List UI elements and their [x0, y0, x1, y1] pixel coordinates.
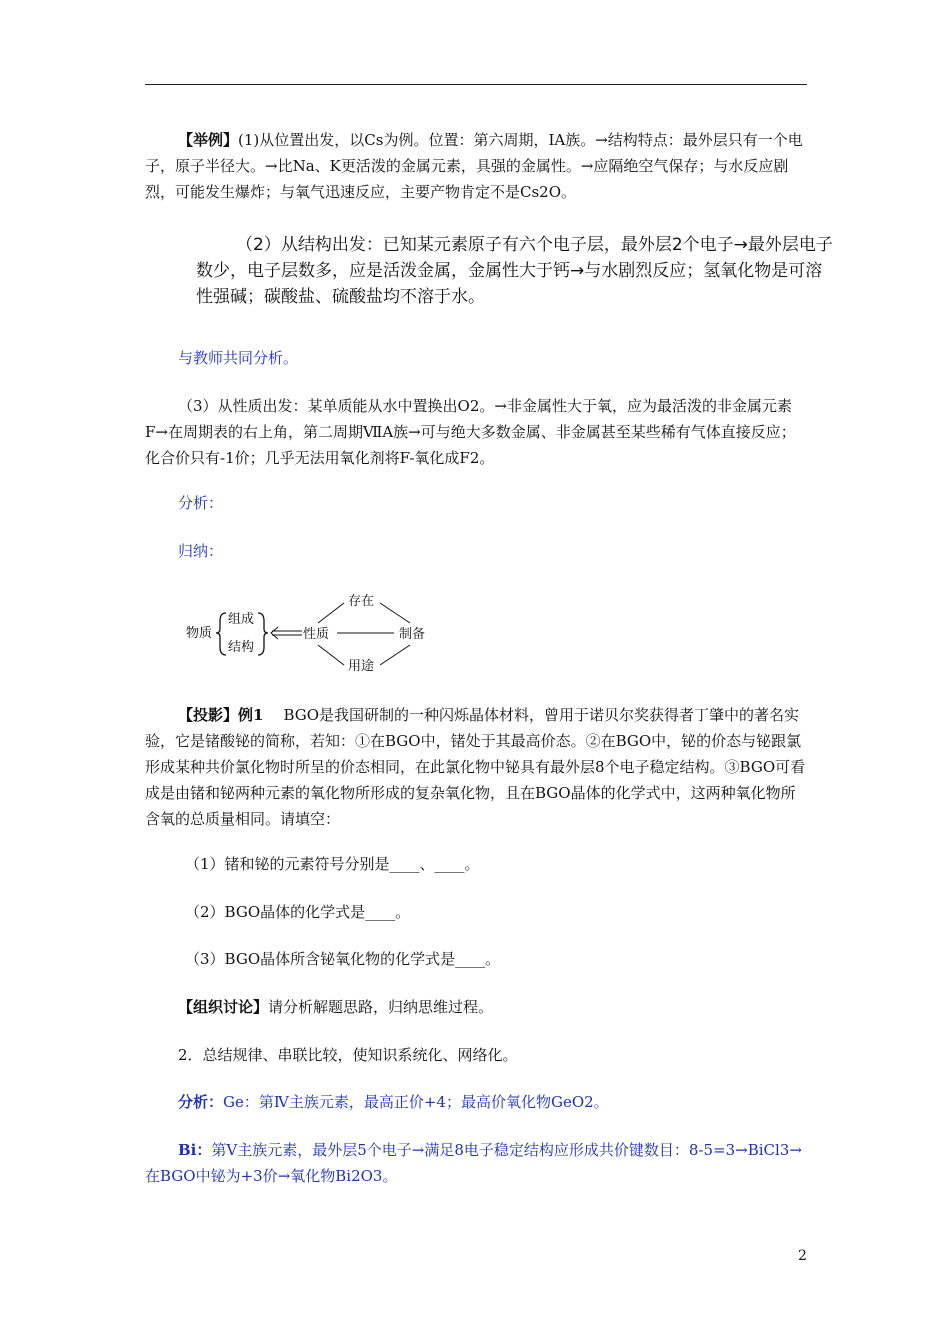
teacher-note: 与教师共同分析。: [178, 349, 299, 367]
bi-analysis-text: 第Ⅴ主族元素，最外层5个电子→满足8电子稳定结构应形成共价键数目：8-5=3→BiCl3→在BGO中铋为+3价→氧化物Bi2O3。: [145, 1141, 802, 1185]
diagram-line-upper-left: [318, 603, 344, 623]
diagram-line-lower-left: [318, 645, 344, 665]
diagram-arrow-head: [271, 627, 278, 639]
diagram-structure: 结构: [228, 640, 255, 655]
projection-text: BGO是我国研制的一种闪烁晶体材料，曾用于诺贝尔奖获得者丁肇中的著名实验，它是锗酸铋的简称，若知：①在BGO中，锗处于其最高价态。②在BGO中，铋的价态与铋跟氯形成某种共价氯化物时所呈的价态相同，在此氯化物中铋具有最外层8个电子稳定结构。③BGO可看成是由锗和铋两种元素的氧化物所形成的复杂氧化物，且在BGO晶体的化学式中，这两种氧化物所含氧的总质量相同。请填空：: [145, 706, 806, 828]
summary-label: 归纳：: [178, 542, 224, 560]
projection-paragraph: [145, 702, 807, 832]
example-paragraph-2: [196, 232, 836, 310]
ge-analysis-label: 分析：: [178, 1093, 224, 1111]
diagram-substance: 物质: [186, 626, 213, 641]
substance-relationship-diagram: [180, 585, 440, 675]
diagram-property: 性质: [303, 627, 330, 642]
diagram-composition: 组成: [228, 612, 255, 627]
question-1: （1）锗和铋的元素符号分别是____、____。: [185, 855, 480, 873]
ge-analysis: [145, 1089, 807, 1115]
discussion-text: 请分析解题思路，归纳思维过程。: [268, 998, 494, 1016]
diagram-brace-right: [258, 613, 268, 655]
page-number: 2: [798, 1248, 807, 1264]
bi-analysis-label: Bi：: [178, 1141, 212, 1159]
example-paragraph-1: [145, 127, 807, 205]
header-rule: [145, 84, 807, 85]
example-text: (1)从位置出发，以Cs为例。位置：第六周期，IA族。→结构特点：最外层只有一个电子，原子半径大。→比Na、K更活泼的金属元素，具强的金属性。→应隔绝空气保存；与水反应剧烈，可能发生爆炸；与氧气迅速反应，主要产物肯定不是Cs2O。: [145, 131, 803, 201]
bi-analysis: [145, 1137, 807, 1189]
example-2-text: （2）从结构出发：已知某元素原子有六个电子层，最外层2个电子→最外层电子数少，电子层数多，应是活泼金属，金属性大于钙→与水剧烈反应；氢氧化物是可溶性强碱；碳酸盐、硫酸盐均不溶于水。: [196, 235, 833, 307]
projection-tag: 【投影】例1: [178, 706, 264, 724]
analysis-label: 分析：: [178, 494, 224, 512]
diagram-brace: [216, 613, 226, 655]
question-2: （2）BGO晶体的化学式是____。: [185, 903, 411, 921]
diagram-preparation: 制备: [399, 627, 426, 642]
point-2: 2．总结规律、串联比较，使知识系统化、网络化。: [178, 1046, 518, 1064]
example-paragraph-3: （3）从性质出发：某单质能从水中置换出O2。→非金属性大于氧，应为最活泼的非金属元素F→在周期表的右上角，第二周期ⅦA族→可与绝大多数金属、非金属甚至某些稀有气体直接反应；化合价只有-1价；几乎无法用氧化剂将F-氧化成F2。: [145, 397, 796, 467]
diagram-line-upper-right: [380, 603, 410, 623]
diagram-use: 用途: [348, 659, 375, 674]
diagram-line-lower-right: [380, 645, 410, 665]
example-tag: 【举例】: [178, 131, 239, 149]
discussion-paragraph: [145, 994, 807, 1020]
discussion-tag: 【组织讨论】: [178, 998, 269, 1016]
question-3: （3）BGO晶体所含铋氧化物的化学式是____。: [185, 950, 501, 968]
ge-analysis-text: Ge：第Ⅳ主族元素，最高正价+4；最高价氧化物GeO2。: [223, 1093, 609, 1111]
diagram-existence: 存在: [348, 594, 375, 609]
